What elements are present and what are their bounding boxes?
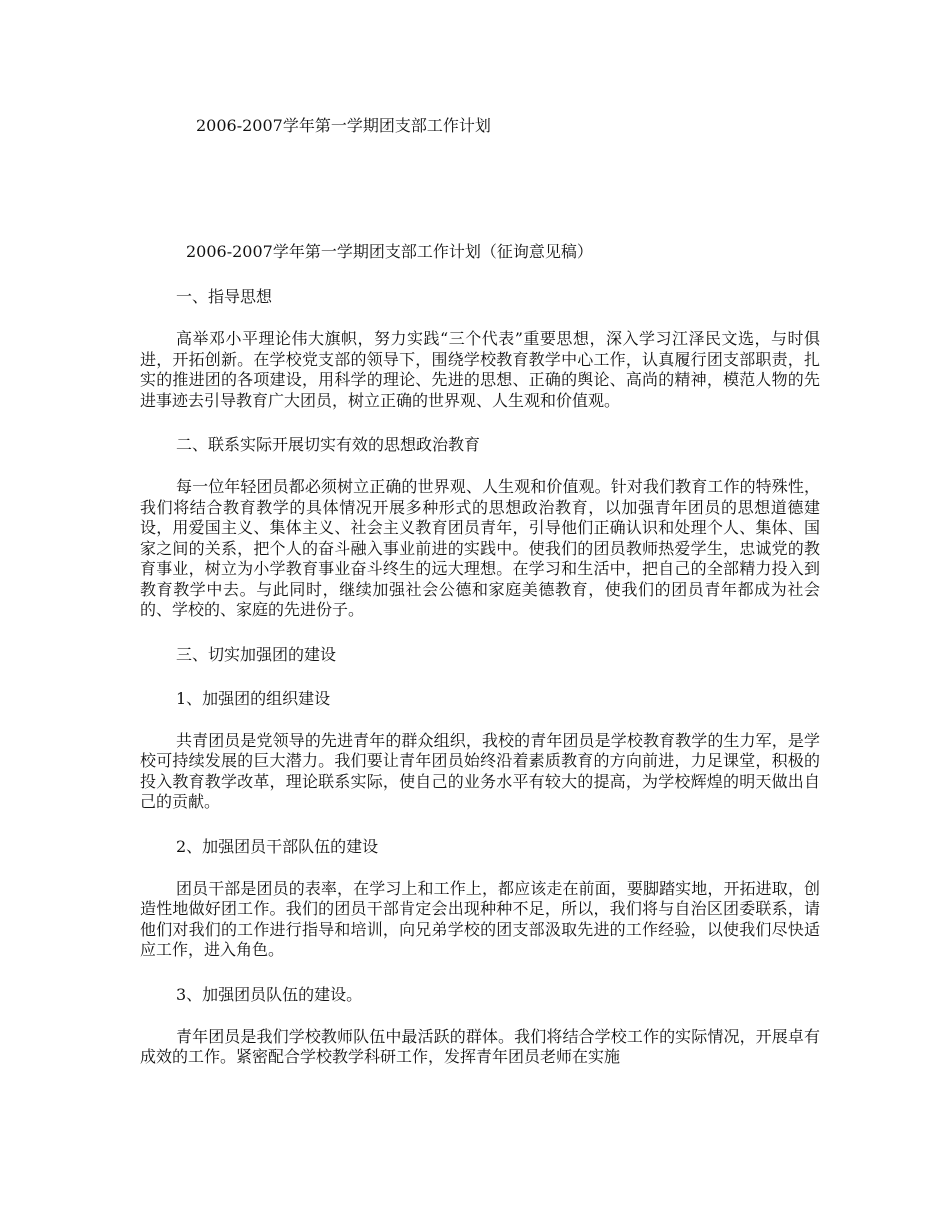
subsection-heading-organization: 1、加强团的组织建设 [176,688,331,708]
paragraph-member-team: 青年团员是我们学校教师队伍中最活跃的群体。我们将结合学校工作的实际情况，开展卓有成效的工作。紧密配合学校教学科研工作，发挥青年团员老师在实施 [140,1026,820,1066]
section-heading-league-building: 三、切实加强团的建设 [176,644,337,664]
paragraph-political-education: 每一位年轻团员都必须树立正确的世界观、人生观和价值观。针对我们教育工作的特殊性，我们将结合教育教学的具体情况开展多种形式的思想政治教育，以加强青年团员的思想道德建设，用爱国主义、集体主义、社会主义教育团员青年，引导他们正确认识和处理个人、集体、国家之间的关系，把个人的奋斗融入事业前进的实践中。使我们的团员教师热爱学生，忠诚党的教育事业，树立为小学教育事业奋斗终生的远大理想。在学习和生活中，把自己的全部精力投入到教育教学中去。与此同时，继续加强社会公德和家庭美德教育，使我们的团员青年都成为社会的、学校的、家庭的先进份子。 [140,477,820,619]
section-heading-guiding-thought: 一、指导思想 [176,287,273,306]
paragraph-organization: 共青团员是党领导的先进青年的群众组织，我校的青年团员是学校教育教学的生力军，是学校可持续发展的巨大潜力。我们要让青年团员始终沿着素质教育的方向前进，力足课堂，积极的投入教育教学改革，理论联系实际，使自己的业务水平有较大的提高，为学校辉煌的明天做出自己的贡献。 [140,730,820,811]
document-title: 2006-2007学年第一学期团支部工作计划 [196,116,491,135]
document-subtitle: 2006-2007学年第一学期团支部工作计划（征询意见稿） [186,242,593,261]
paragraph-guiding-thought: 高举邓小平理论伟大旗帜，努力实践“三个代表”重要思想，深入学习江泽民文选，与时俱进，开拓创新。在学校党支部的领导下，围绕学校教育教学中心工作，认真履行团支部职责，扎实的推进团的各项建设，用科学的理论、先进的思想、正确的舆论、高尚的精神，模范人物的先进事迹去引导教育广大团员，树立正确的世界观、人生观和价值观。 [140,329,820,410]
paragraph-cadre-team: 团员干部是团员的表率，在学习上和工作上，都应该走在前面，要脚踏实地，开拓进取，创造性地做好团工作。我们的团员干部肯定会出现种种不足，所以，我们将与自治区团委联系，请他们对我们的工作进行指导和培训，向兄弟学校的团支部汲取先进的工作经验，以使我们尽快适应工作，进入角色。 [140,878,820,959]
subsection-heading-member-team: 3、加强团员队伍的建设。 [176,984,363,1004]
subsection-heading-cadre-team: 2、加强团员干部队伍的建设 [176,836,379,856]
document-body [140,240,820,1090]
section-heading-political-education: 二、联系实际开展切实有效的思想政治教育 [176,435,481,454]
